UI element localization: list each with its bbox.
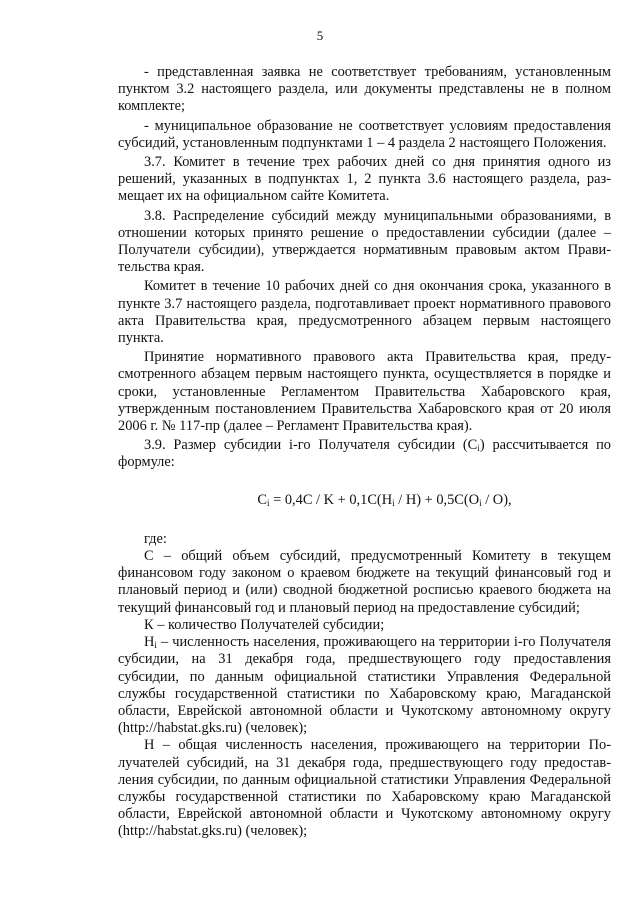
definition-hi [118,634,611,737]
formula-lhs: C [257,491,268,508]
paragraph-3-7: 3.7. Комитет в течение трех рабочих дней со дня принятия одного из решений, указанных в подпунктах 1, 2 пункта 3.6 настоящего раздела, размещает их на официальном сайте Комитета. [118,154,611,205]
paragraph-3-8: 3.8. Распределение субсидий между муниципальными образованиями, в отношении которых принято решение о предоставлении субсидии (далее – Получатели субсидии), утверждается нормативным правовым актом Правительства края. [118,207,611,276]
page-number: 5 [316,28,324,43]
paragraph-3-9-end: ) рассчитывается по формуле: [118,437,611,471]
formula-h-sub: i [392,497,395,508]
definition-hi-text: – численность населения, проживающего на территории i-го Получателя субсидии, на 31 декабря года, предшествующего году предоставления субсидии, по данным официальной статистики Управления Федеральной службы государственной статистики по Хабаровскому краю, Магаданской области, Еврейской автономной области и Чукотскому автономному округу (http://habstat.gks.ru) (человек); [118,634,611,737]
definition-hi-symbol: Н [144,634,155,651]
subsidy-formula [118,492,611,509]
where-label: где: [144,530,167,547]
formula-o-sub: i [479,497,482,508]
document-body [118,64,611,841]
definition-k: К – количество Получателей субсидии; [144,616,385,633]
paragraph-3-9-start: 3.9. Размер субсидии i-го Получателя субсидии (C [144,437,478,454]
definition-hi-subscript: i [154,640,157,651]
formula-lhs-sub: i [267,497,270,508]
paragraph-committee-draft: Комитет в течение 10 рабочих дней со дня окончания срока, указанного в пункте 3.7 настоящего раздела, подготавливает проект нормативного правового акта Правительства края, предусмотренного абзацем первым настоящего пункта. [118,278,611,347]
definition-c: С – общий объем субсидий, предусмотренный Комитету в текущем финансовом году законом о краевом бюджете на текущий финансовый год и плановый период и (или) сводной бюджетной росписью краевого бюджета на текущий финансовый год и плановый период на предоставление субсидий; [118,548,611,616]
formula-part-1: = 0,4C / K + 0,1C(H [269,491,393,508]
definition-h: Н – общая численность населения, проживающего на территории Получателей субсидий, на 31 декабря года, предшествующего году предоставления субсидии, по данным официальной статистики Управления Федеральной службы государственной статистики по Хабаровскому краю Магаданской области, Еврейской автономной области и Чукотскому автономному округу (http://habstat.gks.ru) (человек); [118,737,611,840]
paragraph-adoption: Принятие нормативного правового акта Правительства края, предусмотренного абзацем первым настоящего пункта, осуществляется в порядке и сроки, установленные Регламентом Правительства Хабаровского края, утвержденным постановлением Правительства Хабаровского края от 20 июля 2006 г. № 117-пр (далее – Регламент Правительства края). [118,349,611,435]
formula-part-2: / H) + 0,5C(O [394,491,480,508]
paragraph-noncompliant-municipality: - муниципальное образование не соответствует условиям предоставления субсидий, установленным подпунктами 1 – 4 раздела 2 настоящего Положения. [118,117,611,151]
paragraph-3-9-subscript: i [477,443,480,454]
paragraph-incomplete-application: - представленная заявка не соответствует требованиям, установленным пунктом 3.2 настоящего раздела, или документы представлены не в полном комплекте; [118,64,611,115]
paragraph-3-9 [118,437,611,471]
formula-part-3: / O), [481,491,512,508]
